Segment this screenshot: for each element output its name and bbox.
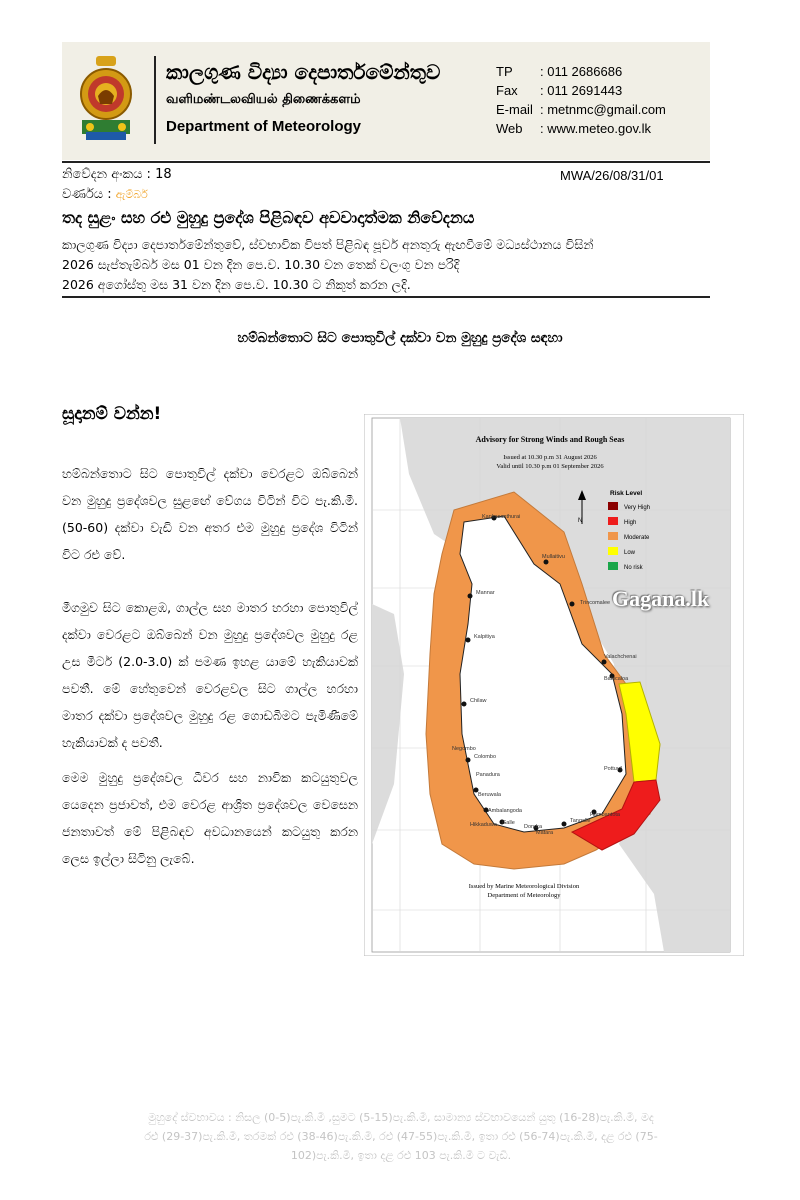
place-label: Matara	[536, 830, 554, 836]
place-label: Chilaw	[470, 698, 487, 704]
advisory-paragraph: මෙම මුහුදු ප්‍රදේශවල ධීවර සහ නාවික කටයුතුවල යෙදෙන ප්‍රජාවත්, එම වෙරළ ආශ්‍රිත ප්‍රදේශවල වෙසෙන ජනතාවත් මේ පිළිබඳව අවධානයෙන් කටයුතු කරන ලෙස ඉල්ලා සිටිනු ලැබේ.	[62, 770, 358, 866]
header-rule	[62, 161, 710, 163]
contact-row	[496, 81, 666, 100]
dept-name-sinhala: කාලගුණ විද්‍යා දෙපාර්තමේන්තුව	[166, 60, 441, 84]
place-label: Batticaloa	[604, 676, 629, 682]
contact-row	[496, 62, 666, 81]
place-label: Ambalangoda	[488, 808, 522, 814]
legend-label: High	[624, 520, 637, 526]
notice-reference: MWA/26/08/31/01	[560, 168, 664, 183]
sri-lanka-emblem-icon	[76, 54, 136, 144]
legend-swatch	[608, 517, 618, 525]
place-label: Pottuvil	[604, 766, 623, 772]
department-names	[166, 60, 440, 135]
contact-label: Web	[496, 121, 523, 136]
contact-block	[496, 62, 666, 138]
color-code-label: වර්ණය :	[62, 187, 116, 202]
header-divider	[154, 56, 156, 144]
place-label: Dondra	[524, 824, 543, 830]
place-label: Galle	[502, 820, 515, 826]
sea-state-footer	[66, 1108, 736, 1165]
legend-label: Moderate	[624, 535, 650, 541]
notice-title: තද සුළං සහ රළු මුහුදු ප්‍රදේශ පිළිබඳව අවවාදාත්මක නිවේදනය	[62, 208, 475, 227]
place-label: Colombo	[474, 754, 497, 760]
map-issuer-dept: Department of Meteorology	[487, 892, 561, 899]
place-label: Negombo	[452, 746, 476, 752]
place-label: Hikkaduwa	[470, 822, 497, 828]
contact-value: : 011 2691443	[540, 83, 623, 98]
letterhead	[62, 42, 710, 160]
contact-label: Fax	[496, 83, 518, 98]
color-code-value: ඇම්බර්	[115, 188, 148, 201]
contact-row	[496, 100, 666, 119]
map-issuer: Issued by Marine Meteorological Division	[468, 883, 580, 890]
advisory-paragraph: හම්බන්තොට සිට පොතුවිල් දක්වා වෙරළට ඔබ්බෙන් වන මුහුදු ප්‍රදේශවල සුළඟේ වේගය විටින් විට පැ.කි.මී. (50-60) දක්වා වැඩි වන අතර එම මුහුදු ප්‍රදේශ විටින් විට රළු වේ.	[62, 466, 358, 562]
legend-label: Low	[624, 550, 636, 556]
validity-line: 2026 සැප්තැම්බර් මස 01 වන දින පෙ.ව. 10.30 වන තෙක් වලංගු වන පරිදි	[62, 257, 460, 272]
dept-name-english: Department of Meteorology	[166, 118, 362, 135]
place-label: Beruwala	[478, 792, 501, 798]
contact-value[interactable]: : metnmc@gmail.com	[540, 102, 666, 117]
contact-label: TP	[496, 64, 513, 79]
legend-swatch	[608, 502, 618, 510]
legend-title: Risk Level	[610, 490, 643, 497]
place-label: Valachchenai	[604, 654, 637, 660]
caution-heading: සූදානම් වන්න!	[62, 404, 162, 424]
place-label: Tangalle	[570, 818, 591, 824]
map-issued-time: Issued at 10.30 p.m 31 August 2026	[503, 454, 597, 461]
contact-value: : 011 2686686	[540, 64, 623, 79]
place-label: Mannar	[476, 590, 495, 596]
title-rule	[62, 296, 710, 298]
contact-value[interactable]: : www.meteo.gov.lk	[540, 121, 652, 136]
place-label: Kalpitiya	[474, 634, 495, 640]
footer-line: මුහුදේ ස්වභාවය : නිසල (0-5)පැ.කි.මී ,සුමට (5-15)පැ.කි.මී, සාමාන්‍ය ස්වභාවයෙන් යුතු (16-28)පැ.කි.මී, මද	[148, 1111, 654, 1124]
contact-label: E-mail	[496, 102, 533, 117]
dept-name-tamil: வளிமண்டலவியல் திணைக்களம்	[166, 92, 361, 107]
region-heading: හම්බන්තොට සිට පොතුවිල් දක්වා වන මුහුදු ප්‍රදේශ සඳහා	[237, 330, 563, 346]
footer-line: 102)පැ.කි.මී, ඉතා දළ රළු 103 පැ.කි.මී ට වැඩි.	[290, 1149, 512, 1162]
map-valid-time: Valid until 10.30 p.m 01 September 2026	[496, 463, 604, 470]
legend-label: Very High	[624, 505, 651, 511]
validity-line: 2026 අගෝස්තු මස 31 වන දින පෙ.ව. 10.30 ට නිකුත් කරන ලදි.	[62, 277, 411, 292]
legend-label: No risk	[624, 565, 643, 571]
map-title: Advisory for Strong Winds and Rough Seas	[475, 435, 625, 444]
footer-line: රළු (29-37)පැ.කි.මී, තරමක් රළු (38-46)පැ.කි.මී, රළු (47-55)පැ.කි.මී, ඉතා රළු (56-74)පැ.කි.මී, දළ රළු (75-	[144, 1130, 658, 1143]
advisory-paragraph: මීගමුව සිට කොළඹ, ගාල්ල සහ මාතර හරහා පොතුවිල් දක්වා වෙරළට ඔබ්බෙන් වන මුහුදු ප්‍රදේශවල මුහුදු රළ උස මීටර් (2.0-3.0) ක් පමණ ඉහළ යාමේ හැකියාවක් පවතී. මේ හේතුවෙන් වෙරළවල සිට ගාල්ල හරහා මාතර දක්වා ප්‍රදේශවල මුහුදු රළ ගොඩබිමට පැමිණීමේ හැකියාවක් ද පවතී.	[62, 600, 358, 750]
place-label: Hambantota	[590, 812, 620, 818]
legend-swatch	[608, 547, 618, 555]
place-label: Mullaitivu	[542, 554, 565, 560]
north-label: N	[578, 518, 583, 524]
place-label: Trincomalee	[580, 600, 611, 606]
contact-row	[496, 119, 666, 138]
place-label: Panadura	[476, 772, 500, 778]
sri-lanka-map	[364, 414, 744, 956]
legend-swatch	[608, 532, 618, 540]
color-code	[62, 187, 148, 202]
advisory-map	[364, 414, 744, 956]
place-label: Kankesanthurai	[482, 514, 521, 520]
watermark: Gagana.lk	[612, 586, 710, 611]
legend-swatch	[608, 562, 618, 570]
notice-number: නිවේදන අංකය : 18	[62, 167, 172, 182]
validity-line: කාලගුණ විද්‍යා දෙපාර්තමේන්තුවේ, ස්වභාවික විපත් පිළිබඳ පූර්ව අනතුරු ඇඟවීමේ මධ්‍යස්ථානය විසින්	[62, 237, 594, 252]
